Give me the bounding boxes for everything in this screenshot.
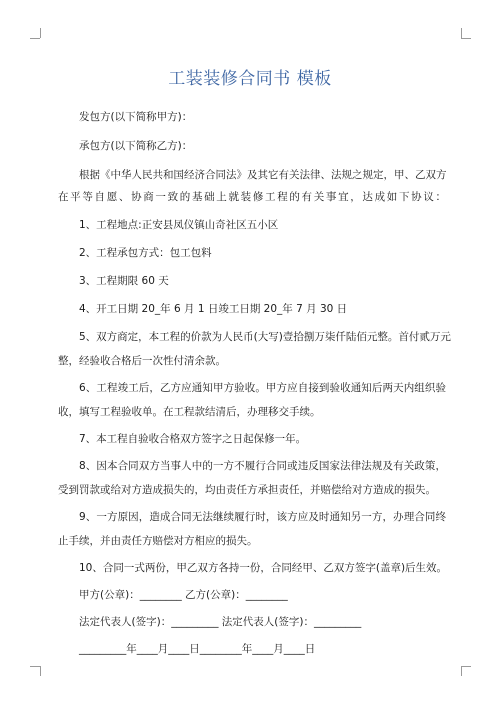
preamble-line-2: 在平等自愿、协商一致的基础上就装修工程的有关事宜，达成如下协议：	[58, 191, 446, 203]
preamble-line-1: 根据《中华人民共和国经济合同法》及其它有关法律、法规之规定，甲、乙双方	[79, 169, 447, 181]
clause-9-line-1: 9、一方原因，造成合同无法继续履行时，该方应及时通知另一方，办理合同终	[79, 511, 446, 523]
clause-3: 3、工程期限 60 天	[79, 275, 169, 287]
document-body	[58, 110, 451, 657]
clause-1: 1、工程地点:正安县凤仪镇山奇社区五小区	[79, 219, 279, 231]
clause-9-line-2: 止手续，并由责任方赔偿对方相应的损失。	[58, 535, 258, 547]
clause-2: 2、工程承包方式：包工包料	[79, 247, 212, 259]
date-line: _________年____月____日________年____月____日	[79, 643, 316, 655]
document-title: 工装装修合同书 模板	[168, 69, 332, 89]
clause-10: 10、合同一式两份，甲乙双方各持一份，合同经甲、乙双方签字(盖章)后生效。	[79, 562, 448, 574]
clause-8-line-2: 受到罚款或给对方造成损失的，均由责任方承担责任，并赔偿给对方造成的损失。	[58, 484, 436, 496]
clause-5-line-1: 5、双方商定，本工程的价款为人民币(大写)壹拾捌万柒仟陆佰元整。首付贰万元	[79, 331, 451, 343]
seal-line: 甲方(公章)：________ 乙方(公章)：________	[79, 589, 288, 601]
clause-7: 7、本工程自验收合格双方签字之日起保修一年。	[79, 433, 307, 445]
contractor-line: 承包方(以下简称乙方)：	[79, 140, 193, 152]
clause-8-line-1: 8、因本合同双方当事人中的一方不履行合同或违反国家法律法规及有关政策，	[79, 460, 446, 472]
clause-6-line-2: 收，填写工程验收单。在工程款结清后，办理移交手续。	[58, 406, 321, 418]
clause-4: 4、开工日期 20_年 6 月 1 日竣工日期 20_年 7 月 30 日	[79, 303, 348, 315]
clause-6-line-1: 6、工程竣工后，乙方应通知甲方验收。甲方应自接到验收通知后两天内组织验	[79, 382, 446, 394]
clause-5-line-2: 整，经验收合格后一次性付清余款。	[58, 355, 226, 367]
signature-line: 法定代表人(签字)：_________ 法定代表人(签字)：_________	[79, 616, 362, 628]
employer-line: 发包方(以下简称甲方)：	[79, 111, 193, 123]
